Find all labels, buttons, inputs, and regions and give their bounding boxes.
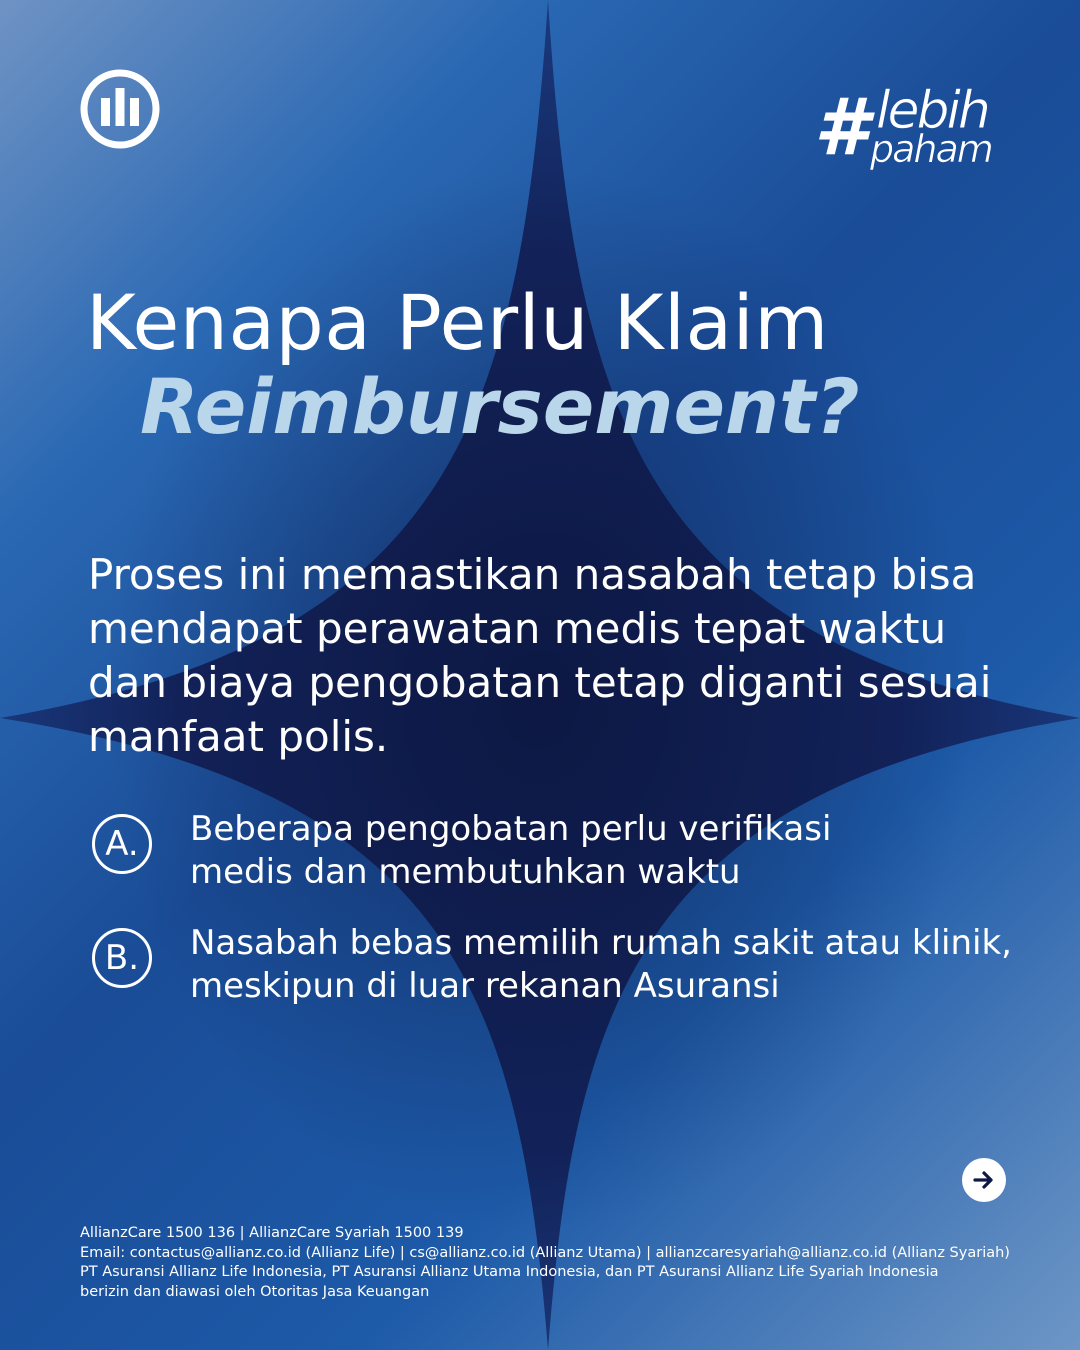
hashtag-word-paham: paham [870, 127, 992, 171]
option-a-line-2: medis dan membutuhkan waktu [190, 852, 741, 892]
allianz-logo-icon [79, 68, 161, 150]
headline-line-1: Kenapa Perlu Klaim [86, 278, 829, 367]
option-a [92, 808, 1022, 894]
option-a-text [190, 808, 831, 894]
hashtag-symbol: # [814, 83, 869, 173]
footer-line-regulator: berizin dan diawasi oleh Otoritas Jasa Keuangan [80, 1283, 430, 1300]
lebih-paham-hashtag-logo [812, 70, 1012, 180]
footer-line-hotline: AllianzCare 1500 136 | AllianzCare Syariah 1500 139 [80, 1225, 464, 1241]
option-b-text [190, 922, 1012, 1008]
option-b-badge: B. [92, 928, 152, 988]
headline-line-2: Reimbursement? [140, 362, 860, 451]
option-b-line-1: Nasabah bebas memilih rumah sakit atau klinik, [190, 923, 1012, 963]
option-a-line-1: Beberapa pengobatan perlu verifikasi [190, 809, 832, 849]
footer-line-email: Email: contactus@allianz.co.id (Allianz Life) | cs@allianz.co.id (Allianz Utama) | allianzcaresyariah@allianz.co.id (Allianz Syariah) [80, 1244, 1010, 1261]
footer-disclaimer [80, 1224, 1040, 1302]
option-b [92, 922, 1022, 1008]
option-b-line-2: meskipun di luar rekanan Asuransi [190, 966, 780, 1006]
next-slide-button[interactable] [962, 1158, 1006, 1202]
body-paragraph: Proses ini memastikan nasabah tetap bisa mendapat perawatan medis tepat waktu dan biaya pengobatan tetap diganti sesuai manfaat polis. [88, 550, 992, 761]
footer-line-companies: PT Asuransi Allianz Life Indonesia, PT Asuransi Allianz Utama Indonesia, dan PT Asuransi Allianz Life Syariah Indonesia [80, 1264, 939, 1280]
hashtag-word-lebih: lebih [876, 81, 988, 141]
option-a-badge: A. [92, 814, 152, 874]
arrow-right-icon [971, 1167, 997, 1193]
